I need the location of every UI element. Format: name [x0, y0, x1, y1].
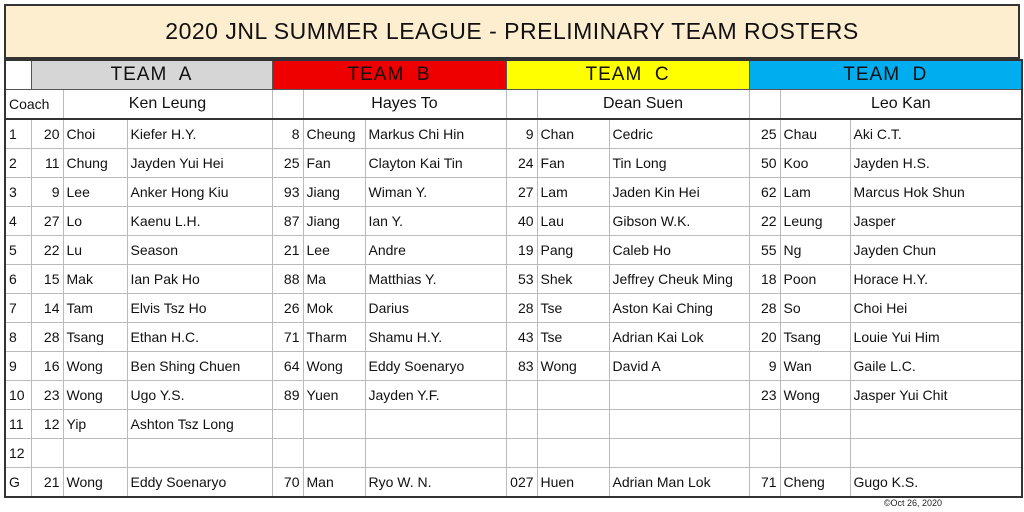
first-name: Markus Chi Hin — [365, 119, 506, 149]
first-name: Aki C.T. — [850, 119, 1022, 149]
last-name: Lam — [780, 178, 850, 207]
last-name: Wan — [780, 352, 850, 381]
last-name: Chan — [537, 119, 609, 149]
jersey-number: 14 — [31, 294, 63, 323]
roster-table — [4, 59, 1023, 498]
date-stamp: ©Oct 26, 2020 — [883, 498, 942, 508]
coach-name-team-b: Hayes To — [303, 90, 506, 120]
last-name: Chung — [63, 149, 127, 178]
coach-name-team-a: Ken Leung — [63, 90, 272, 120]
first-name: Ryo W. N. — [365, 468, 506, 498]
first-name: Jayden H.S. — [850, 149, 1022, 178]
last-name: Mok — [303, 294, 365, 323]
coach-name-team-c: Dean Suen — [537, 90, 749, 120]
jersey-number: 18 — [749, 265, 780, 294]
last-name: Pang — [537, 236, 609, 265]
row-index: G — [5, 468, 31, 498]
jersey-number: 21 — [272, 236, 303, 265]
row-index: 12 — [5, 439, 31, 468]
jersey-number: 26 — [272, 294, 303, 323]
first-name — [365, 410, 506, 439]
team-header-blank — [5, 60, 31, 90]
coach-label: Coach — [5, 90, 63, 120]
first-name: Darius — [365, 294, 506, 323]
first-name: Jayden Chun — [850, 236, 1022, 265]
last-name: Man — [303, 468, 365, 498]
jersey-number: 28 — [31, 323, 63, 352]
first-name: Jasper — [850, 207, 1022, 236]
last-name: Wong — [63, 468, 127, 498]
last-name: Chau — [780, 119, 850, 149]
first-name: Jaden Kin Hei — [609, 178, 749, 207]
jersey-number: 22 — [749, 207, 780, 236]
row-index: 9 — [5, 352, 31, 381]
roster-title: 2020 JNL SUMMER LEAGUE - PRELIMINARY TEAM ROSTERS — [4, 4, 1020, 59]
last-name: Lo — [63, 207, 127, 236]
jersey-number: 40 — [506, 207, 537, 236]
jersey-number: 22 — [31, 236, 63, 265]
first-name: Cedric — [609, 119, 749, 149]
jersey-number: 23 — [31, 381, 63, 410]
last-name: Tse — [537, 294, 609, 323]
first-name: Ian Y. — [365, 207, 506, 236]
row-index: 8 — [5, 323, 31, 352]
table-row — [5, 381, 1022, 410]
coach-name-team-d: Leo Kan — [780, 90, 1022, 120]
first-name: Season — [127, 236, 272, 265]
last-name: Fan — [537, 149, 609, 178]
first-name: Wiman Y. — [365, 178, 506, 207]
first-name: Choi Hei — [850, 294, 1022, 323]
jersey-number: 25 — [749, 119, 780, 149]
jersey-number: 27 — [31, 207, 63, 236]
jersey-number: 64 — [272, 352, 303, 381]
first-name: Aston Kai Ching — [609, 294, 749, 323]
first-name: Matthias Y. — [365, 265, 506, 294]
first-name — [127, 439, 272, 468]
jersey-number: 11 — [31, 149, 63, 178]
jersey-number: 21 — [31, 468, 63, 498]
last-name — [780, 410, 850, 439]
table-row — [5, 410, 1022, 439]
first-name: Kaenu L.H. — [127, 207, 272, 236]
jersey-number — [272, 410, 303, 439]
jersey-number: 50 — [749, 149, 780, 178]
first-name: Andre — [365, 236, 506, 265]
first-name: Adrian Kai Lok — [609, 323, 749, 352]
last-name: Jiang — [303, 178, 365, 207]
first-name: Ethan H.C. — [127, 323, 272, 352]
jersey-number: 70 — [272, 468, 303, 498]
first-name — [365, 439, 506, 468]
first-name: Gugo K.S. — [850, 468, 1022, 498]
last-name: So — [780, 294, 850, 323]
jersey-number: 62 — [749, 178, 780, 207]
jersey-number — [272, 439, 303, 468]
jersey-number: 83 — [506, 352, 537, 381]
first-name — [850, 410, 1022, 439]
row-index: 4 — [5, 207, 31, 236]
last-name: Tsang — [63, 323, 127, 352]
last-name: Huen — [537, 468, 609, 498]
last-name: Shek — [537, 265, 609, 294]
last-name — [780, 439, 850, 468]
jersey-number — [506, 439, 537, 468]
jersey-number: 12 — [31, 410, 63, 439]
jersey-number: 8 — [272, 119, 303, 149]
row-index: 2 — [5, 149, 31, 178]
first-name: Ben Shing Chuen — [127, 352, 272, 381]
jersey-number: 15 — [31, 265, 63, 294]
first-name: Eddy Soenaryo — [127, 468, 272, 498]
last-name: Lee — [303, 236, 365, 265]
row-index: 5 — [5, 236, 31, 265]
row-index: 6 — [5, 265, 31, 294]
first-name — [609, 410, 749, 439]
last-name — [303, 439, 365, 468]
first-name: Shamu H.Y. — [365, 323, 506, 352]
last-name: Jiang — [303, 207, 365, 236]
last-name: Wong — [63, 381, 127, 410]
jersey-number — [749, 439, 780, 468]
last-name: Wong — [780, 381, 850, 410]
table-row — [5, 119, 1022, 149]
last-name: Yip — [63, 410, 127, 439]
last-name — [63, 439, 127, 468]
last-name: Cheng — [780, 468, 850, 498]
last-name: Lau — [537, 207, 609, 236]
first-name: Tin Long — [609, 149, 749, 178]
table-row — [5, 149, 1022, 178]
last-name — [537, 381, 609, 410]
first-name — [609, 439, 749, 468]
jersey-number: 55 — [749, 236, 780, 265]
team-header-b: TEAM B — [272, 60, 506, 90]
table-row — [5, 439, 1022, 468]
jersey-number: 25 — [272, 149, 303, 178]
jersey-number: 9 — [31, 178, 63, 207]
first-name: Horace H.Y. — [850, 265, 1022, 294]
last-name — [537, 410, 609, 439]
table-row — [5, 352, 1022, 381]
first-name: Ian Pak Ho — [127, 265, 272, 294]
last-name: Wong — [537, 352, 609, 381]
first-name: Adrian Man Lok — [609, 468, 749, 498]
jersey-number: 027 — [506, 468, 537, 498]
last-name: Tsang — [780, 323, 850, 352]
first-name: Clayton Kai Tin — [365, 149, 506, 178]
jersey-number: 16 — [31, 352, 63, 381]
last-name: Fan — [303, 149, 365, 178]
jersey-number: 28 — [506, 294, 537, 323]
first-name: Jeffrey Cheuk Ming — [609, 265, 749, 294]
table-row — [5, 207, 1022, 236]
coach-blank-cell — [749, 90, 780, 120]
last-name: Choi — [63, 119, 127, 149]
row-index: 11 — [5, 410, 31, 439]
first-name: Gibson W.K. — [609, 207, 749, 236]
jersey-number: 53 — [506, 265, 537, 294]
last-name: Cheung — [303, 119, 365, 149]
first-name: Gaile L.C. — [850, 352, 1022, 381]
last-name: Lu — [63, 236, 127, 265]
last-name: Tse — [537, 323, 609, 352]
last-name: Ng — [780, 236, 850, 265]
team-header-c: TEAM C — [506, 60, 749, 90]
first-name: Jasper Yui Chit — [850, 381, 1022, 410]
jersey-number: 27 — [506, 178, 537, 207]
last-name: Tharm — [303, 323, 365, 352]
jersey-number: 20 — [749, 323, 780, 352]
jersey-number — [749, 410, 780, 439]
first-name: Elvis Tsz Ho — [127, 294, 272, 323]
jersey-number: 28 — [749, 294, 780, 323]
first-name: Anker Hong Kiu — [127, 178, 272, 207]
table-row — [5, 323, 1022, 352]
team-header-a: TEAM A — [31, 60, 272, 90]
jersey-number: 43 — [506, 323, 537, 352]
table-row — [5, 468, 1022, 498]
jersey-number: 87 — [272, 207, 303, 236]
first-name: Ashton Tsz Long — [127, 410, 272, 439]
table-row — [5, 265, 1022, 294]
row-index: 7 — [5, 294, 31, 323]
last-name: Mak — [63, 265, 127, 294]
first-name — [850, 439, 1022, 468]
jersey-number — [506, 381, 537, 410]
jersey-number — [506, 410, 537, 439]
first-name — [609, 381, 749, 410]
last-name — [303, 410, 365, 439]
first-name: Caleb Ho — [609, 236, 749, 265]
team-header-d: TEAM D — [749, 60, 1022, 90]
first-name: Jayden Yui Hei — [127, 149, 272, 178]
jersey-number: 9 — [506, 119, 537, 149]
first-name: Ugo Y.S. — [127, 381, 272, 410]
row-index: 10 — [5, 381, 31, 410]
jersey-number: 23 — [749, 381, 780, 410]
last-name: Koo — [780, 149, 850, 178]
jersey-number: 93 — [272, 178, 303, 207]
coach-blank-cell — [272, 90, 303, 120]
jersey-number: 9 — [749, 352, 780, 381]
first-name: Kiefer H.Y. — [127, 119, 272, 149]
first-name: David A — [609, 352, 749, 381]
last-name — [537, 439, 609, 468]
first-name: Marcus Hok Shun — [850, 178, 1022, 207]
team-header-row — [5, 60, 1022, 90]
jersey-number: 20 — [31, 119, 63, 149]
jersey-number: 19 — [506, 236, 537, 265]
coach-blank-cell — [506, 90, 537, 120]
first-name: Louie Yui Him — [850, 323, 1022, 352]
jersey-number: 71 — [749, 468, 780, 498]
last-name: Poon — [780, 265, 850, 294]
last-name: Tam — [63, 294, 127, 323]
jersey-number: 88 — [272, 265, 303, 294]
row-index: 1 — [5, 119, 31, 149]
row-index: 3 — [5, 178, 31, 207]
last-name: Leung — [780, 207, 850, 236]
coach-row — [5, 90, 1022, 120]
first-name: Jayden Y.F. — [365, 381, 506, 410]
last-name: Lam — [537, 178, 609, 207]
table-row — [5, 178, 1022, 207]
jersey-number: 71 — [272, 323, 303, 352]
jersey-number: 24 — [506, 149, 537, 178]
last-name: Lee — [63, 178, 127, 207]
last-name: Ma — [303, 265, 365, 294]
first-name: Eddy Soenaryo — [365, 352, 506, 381]
jersey-number: 89 — [272, 381, 303, 410]
table-row — [5, 236, 1022, 265]
table-row — [5, 294, 1022, 323]
last-name: Yuen — [303, 381, 365, 410]
jersey-number — [31, 439, 63, 468]
last-name: Wong — [303, 352, 365, 381]
last-name: Wong — [63, 352, 127, 381]
